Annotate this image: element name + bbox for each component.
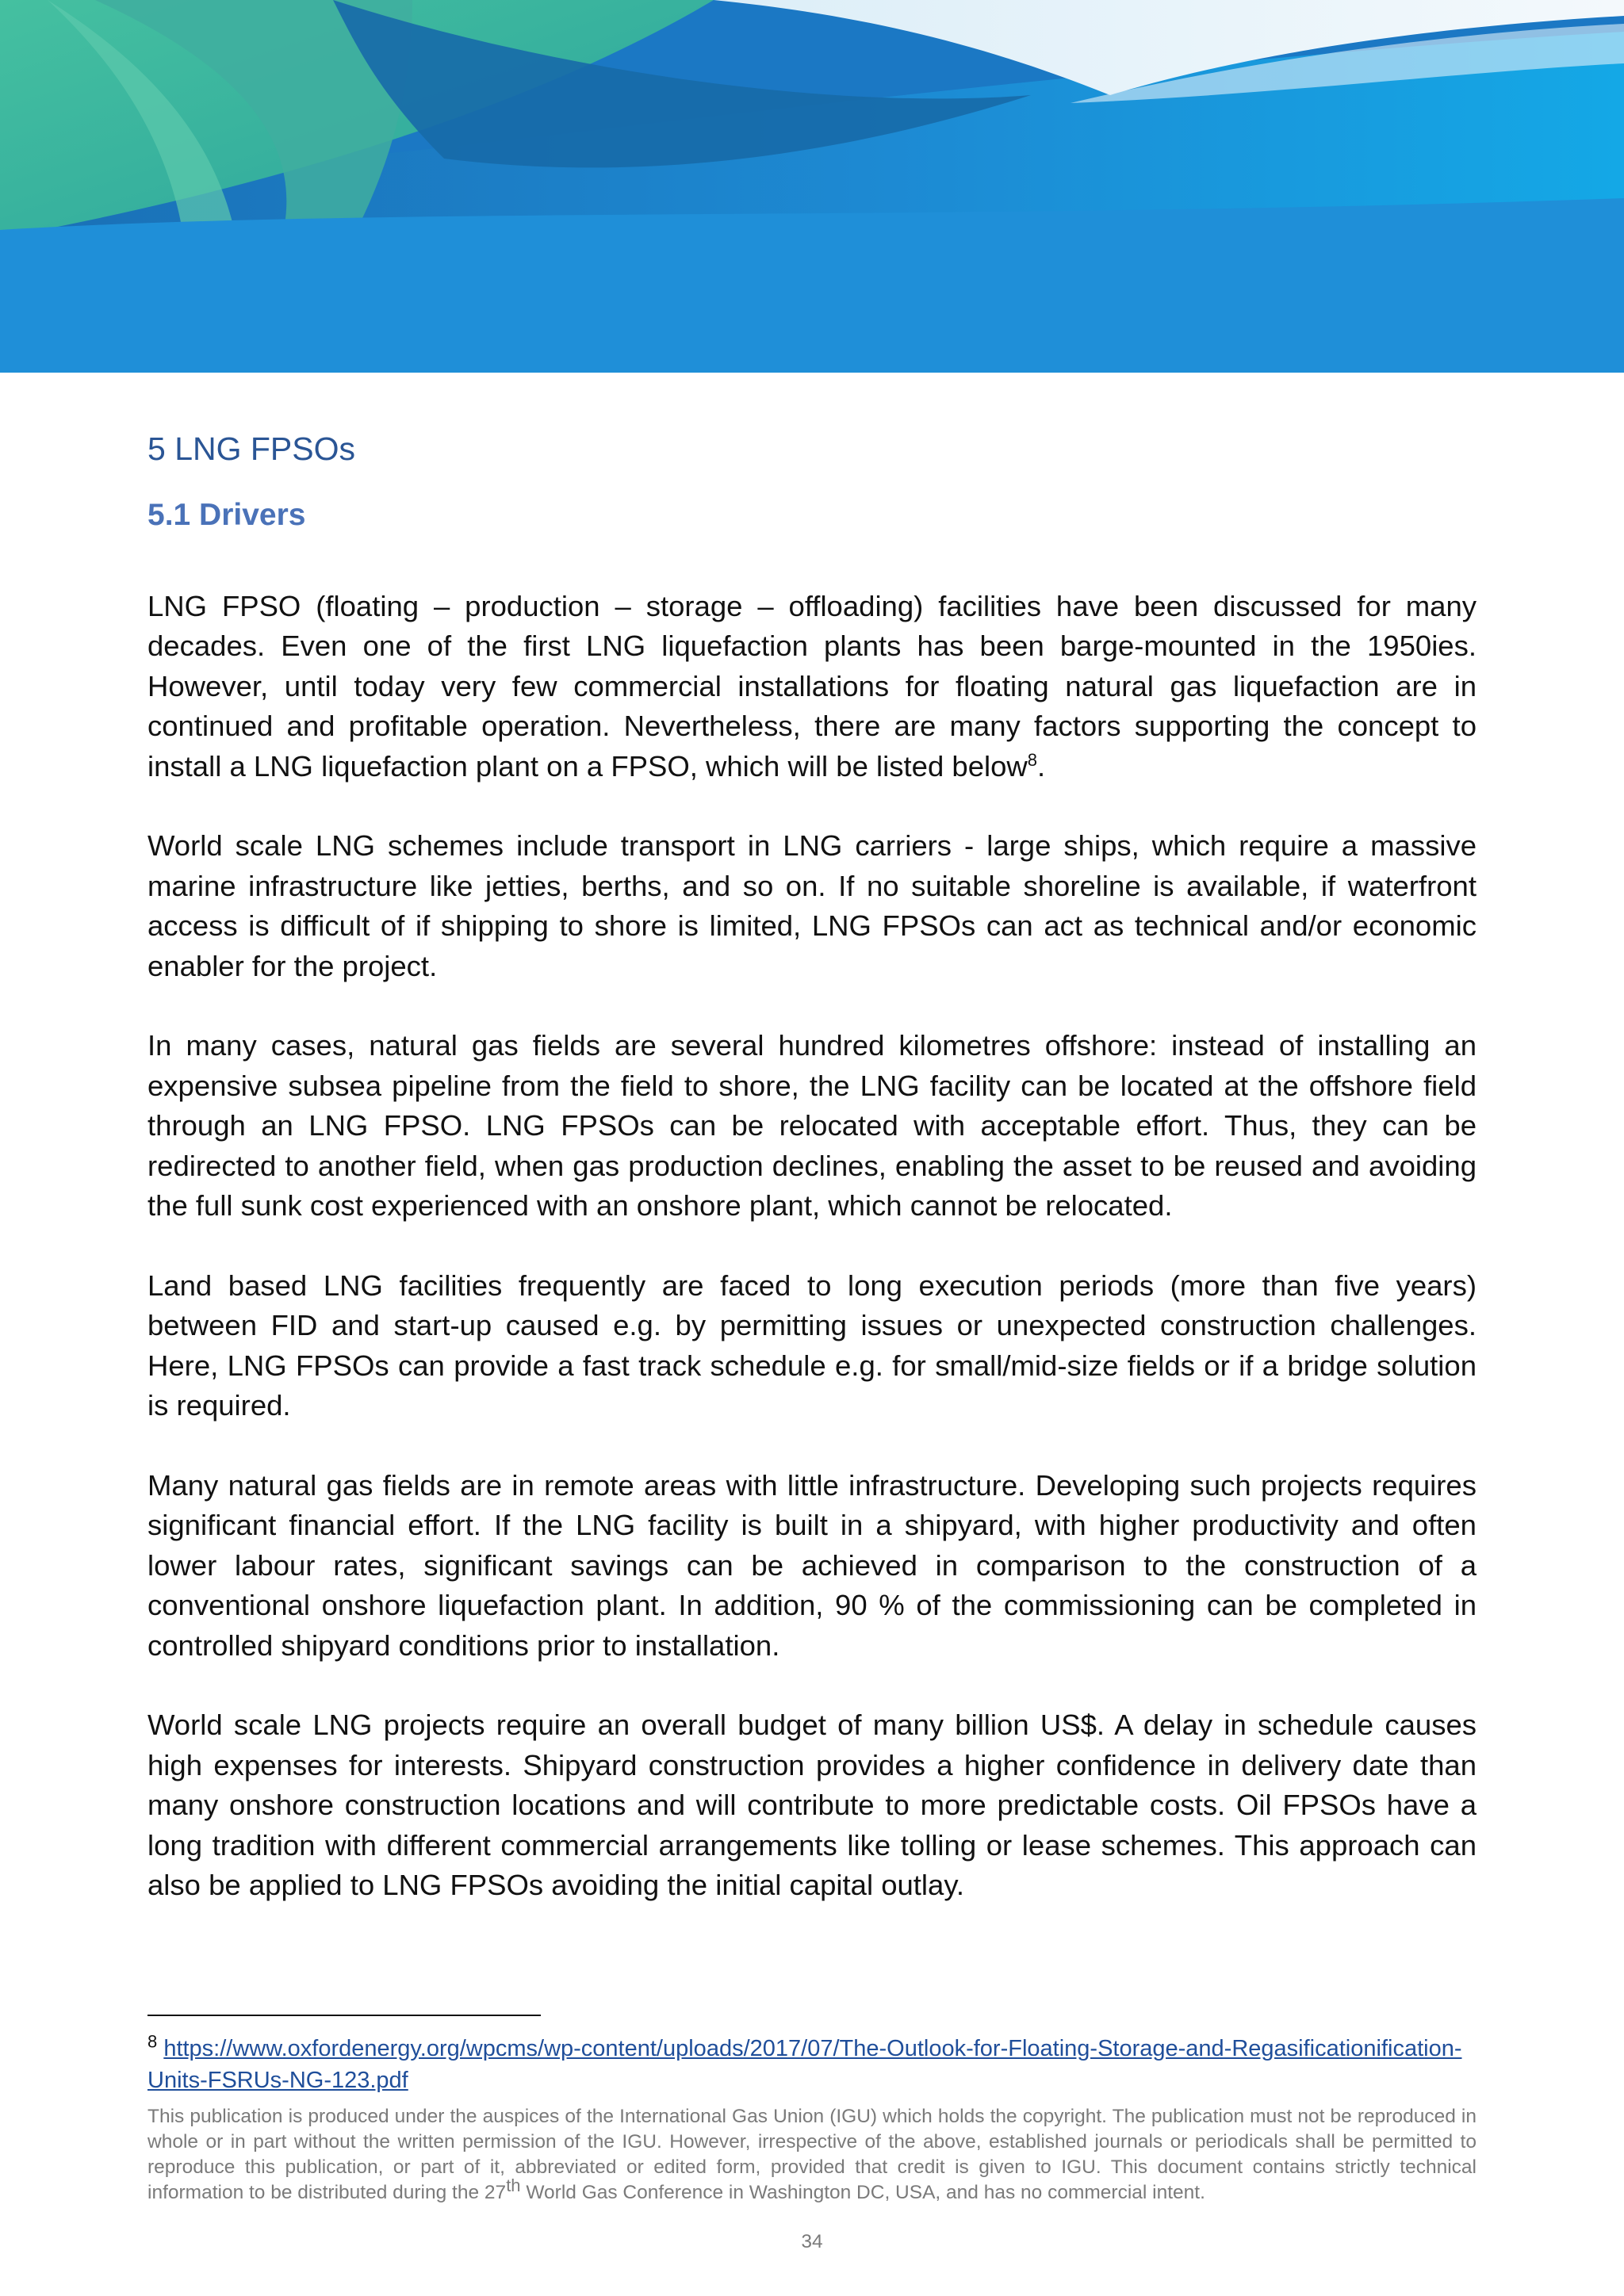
paragraph-intro xyxy=(147,587,1477,786)
footnote-number: 8 xyxy=(147,2031,158,2052)
disclaimer-superscript: th xyxy=(506,2175,521,2195)
paragraph-world-scale: World scale LNG schemes include transport in LNG carriers - large ships, which require a massive marine infrastructure like jetties, berths, and so on. If no suitable shoreline is available, if waterfront access is difficult of if shipping to shore is limited, LNG FPSOs can act as technical and/or economic enabler for the project. xyxy=(147,829,1477,982)
footnote-reference[interactable]: 8 xyxy=(1027,749,1038,770)
disclaimer-text-end: World Gas Conference in Washington DC, USA, and has no commercial intent. xyxy=(520,2182,1205,2203)
header-banner xyxy=(0,0,1624,373)
paragraph-end: . xyxy=(1037,749,1046,783)
paragraph-land-based: Land based LNG facilities frequently are faced to long execution periods (more than five years) between FID and start-up caused e.g. by permitting issues or unexpected construction challenges. Here, LNG FPSOs can provide a fast track schedule e.g. for small/mid-size fields or if a bridge solution is required. xyxy=(147,1269,1477,1422)
paragraph-remote-areas: Many natural gas fields are in remote areas with little infrastructure. Developing such projects requires significant financial effort. If the LNG facility is built in a shipyard, with higher productivity and often lower labour rates, significant savings can be achieved in comparison to the construction of a conventional onshore liquefaction plant. In addition, 90 % of the commissioning can be completed in controlled shipyard conditions prior to installation. xyxy=(147,1468,1477,1662)
footnote xyxy=(147,2033,1496,2096)
banner-artwork xyxy=(0,0,1624,373)
copyright-disclaimer xyxy=(147,2104,1477,2206)
paragraph-text: LNG FPSO (floating – production – storage – offloading) facilities have been discussed for many decades. Even one of the first LNG liquefaction plants has been barge-mounted in the 1950ies. However, until today very few commercial installations for floating natural gas liquefaction are in continued and profitable operation. Nevertheless, there are many factors supporting the concept to install a LNG liquefaction plant on a FPSO, which will be listed below xyxy=(147,590,1477,783)
paragraph-budget: World scale LNG projects require an overall budget of many billion US$. A delay in schedule causes high expenses for interests. Shipyard construction provides a higher confidence in delivery date than many onshore construction locations and will contribute to more predictable costs. Oil FPSOs have a long tradition with different commercial arrangements like tolling or lease schemes. This approach can also be applied to LNG FPSOs avoiding the initial capital outlay. xyxy=(147,1709,1477,1901)
disclaimer-text: This publication is produced under the auspices of the International Gas Union (IGU) which holds the copyright. The publication must not be reproduced in whole or in part without the written permission of the IGU. However, irrespective of the above, established journals or periodicals shall be permitted to reproduce this publication, or part of it, abbreviated or edited form, provided that credit is given to IGU. This document contains strictly technical information to be distributed during the 27 xyxy=(147,2106,1477,2203)
section-title: 5 LNG FPSOs xyxy=(147,430,356,467)
subsection-title: 5.1 Drivers xyxy=(147,498,306,532)
page-number: 34 xyxy=(801,2231,823,2252)
paragraph-offshore-fields: In many cases, natural gas fields are several hundred kilometres offshore: instead of installing an expensive subsea pipeline from the field to shore, the LNG facility can be located at the offshore field through an LNG FPSO. LNG FPSOs can be relocated with acceptable effort. Thus, they can be redirected to another field, when gas production declines, enabling the asset to be reused and avoiding the full sunk cost experienced with an onshore plant, which cannot be relocated. xyxy=(147,1029,1477,1223)
footnote-divider xyxy=(147,2015,541,2016)
main-content xyxy=(147,420,1477,1905)
footnote-link[interactable]: https://www.oxfordenergy.org/wpcms/wp-content/uploads/2017/07/The-Outlook-for-Floating-Storage-and-Regasificationification-Units-FSRUs-NG-123.pdf xyxy=(147,2036,1462,2093)
